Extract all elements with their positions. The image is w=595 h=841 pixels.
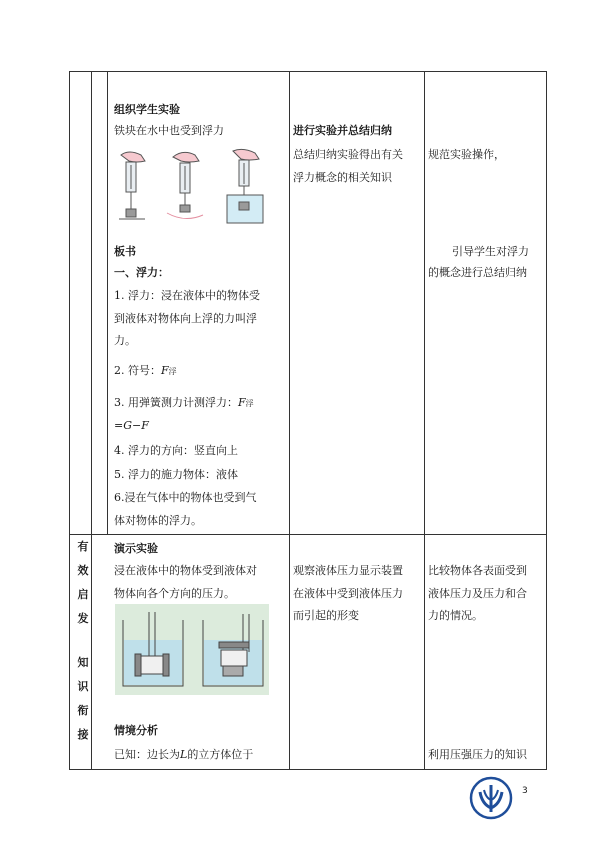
section-title: 一、浮力： <box>114 266 169 279</box>
item1-line2: 到液体对物体向上浮的力叫浮 <box>114 312 257 325</box>
student-activity-line2: 浮力概念的相关知识 <box>293 171 392 184</box>
stage-label-char: 有 <box>77 540 89 553</box>
observe-line1: 观察液体压力显示装置 <box>293 564 403 577</box>
item5-source: 5. 浮力的施力物体：液体 <box>114 468 238 481</box>
item6-line2: 体对物体的浮力。 <box>114 514 202 527</box>
spring-scale-2 <box>167 152 203 218</box>
school-logo-icon <box>469 776 513 820</box>
situation-line1: 已知：边长为L的立方体位于 <box>114 748 254 761</box>
item3-measure: 3. 用弹簧测力计测浮力：F浮 <box>114 396 254 409</box>
intent-line1: 规范实验操作， <box>428 148 505 161</box>
intent-line2: 引导学生对浮力 <box>452 245 529 258</box>
compare-line1: 比较物体各表面受到 <box>428 564 527 577</box>
stage-label-char: 知 <box>77 656 89 669</box>
item2-symbol: 2. 符号：F浮 <box>114 364 177 377</box>
experiment-heading: 组织学生实验 <box>114 103 180 116</box>
stage-label-char: 识 <box>77 680 89 693</box>
observe-line2: 在液体中受到液体压力 <box>293 587 403 600</box>
page-number: 3 <box>522 786 528 796</box>
demo-line2: 物体向各个方向的压力。 <box>114 587 235 600</box>
compare-line3: 力的情况。 <box>428 609 483 622</box>
demo-line1: 浸在液体中的物体受到液体对 <box>114 564 257 577</box>
demo-heading: 演示实验 <box>114 542 158 555</box>
stage-label-char: 接 <box>77 728 89 741</box>
pressure-device-illustration <box>115 604 269 695</box>
intent-line3: 的概念进行总结归纳 <box>428 266 527 279</box>
stage-label-char: 衔 <box>77 704 89 717</box>
situation-heading: 情境分析 <box>114 724 158 737</box>
item4-direction: 4. 浮力的方向：竖直向上 <box>114 444 238 457</box>
item6-line1: 6.浸在气体中的物体也受到气 <box>114 491 257 504</box>
beaker-2 <box>203 614 263 686</box>
item1-line3: 力。 <box>114 334 136 347</box>
student-activity-heading: 进行实验并总结归纳 <box>293 124 392 137</box>
observe-line3: 而引起的形变 <box>293 609 359 622</box>
beaker-1 <box>123 612 183 686</box>
row-divider <box>70 534 546 535</box>
student-activity-line1: 总结归纳实验得出有关 <box>293 148 403 161</box>
item1-line1: 1. 浮力：浸在液体中的物体受 <box>114 289 260 302</box>
spring-scale-1 <box>119 152 145 219</box>
board-heading: 板书 <box>114 245 136 258</box>
stage-label-char: 发 <box>77 612 89 625</box>
compare-line4: 利用压强压力的知识 <box>428 748 527 761</box>
experiment-title: 铁块在水中也受到浮力 <box>114 124 224 137</box>
item3-formula: =G−F <box>114 419 149 432</box>
compare-line2: 液体压力及压力和合 <box>428 587 527 600</box>
stage-label-char: 启 <box>77 588 89 601</box>
stage-label-char: 效 <box>77 564 89 577</box>
col-divider-1b <box>107 72 108 534</box>
spring-scale-3 <box>227 149 263 223</box>
col-divider-2 <box>289 72 290 769</box>
spring-scale-illustration <box>115 147 275 227</box>
col-divider-3 <box>424 72 425 769</box>
